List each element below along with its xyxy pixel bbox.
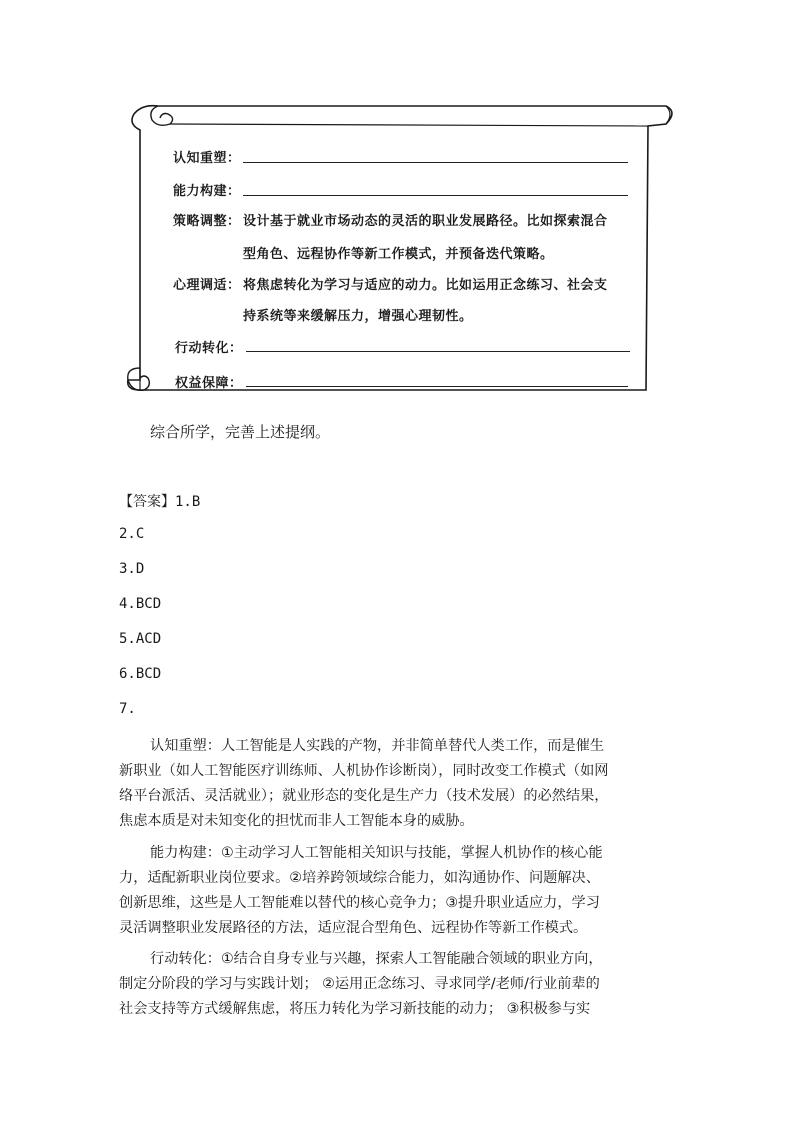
scroll-row-psychology: [173, 274, 241, 293]
scroll-row-label: 策略调整：: [173, 214, 241, 229]
answer-paragraph-line: 络平台派活、灵活就业）；就业形态的变化是生产力（技术发展）的必然结果，: [119, 788, 609, 804]
answer-paragraph-line: 焦虑本质是对未知变化的担忧而非人工智能本身的威胁。: [119, 813, 474, 829]
scroll-row-ability: [173, 180, 241, 199]
scroll-row-label: 能力构建：: [173, 184, 241, 199]
answer-item: 1.B: [175, 494, 201, 510]
fill-in-blank-line: [246, 386, 628, 387]
answer-paragraph-line: 制定分阶段的学习与实践计划； ②运用正念练习、寻求同学/老师/行业前辈的: [119, 976, 600, 992]
scroll-row-label: 行动转化：: [175, 341, 243, 356]
scroll-row-strategy: [173, 210, 241, 229]
scroll-row-rights: [175, 372, 243, 391]
fill-in-blank-line: [246, 351, 630, 352]
scroll-row-label: 心理调适：: [173, 278, 241, 293]
answer-paragraph-line: 新职业（如人工智能医疗训练师、人机协作诊断岗），同时改变工作模式（如网: [119, 763, 609, 779]
instruction-text: 综合所学，完善上述提纲。: [150, 423, 331, 441]
scroll-row-cognition: [173, 147, 241, 166]
scroll-row-text: 设计基于就业市场动态的灵活的职业发展路径。比如探索混合: [243, 214, 608, 229]
answer-item: 6.BCD: [119, 666, 162, 682]
answer-paragraph-line: 能力构建：①主动学习人工智能相关知识与技能，掌握人机协作的核心能: [150, 845, 603, 861]
scroll-row-text: 持系统等来缓解压力，增强心理韧性。: [243, 309, 473, 324]
scroll-row-label: 认知重塑：: [173, 151, 241, 166]
scroll-row-label: 权益保障：: [175, 376, 243, 391]
answer-heading: [119, 491, 200, 511]
answer-paragraph-line: 力，适配新职业岗位要求。②培养跨领域综合能力，如沟通协作、问题解决、: [119, 870, 600, 886]
answer-item: 2.C: [119, 526, 145, 542]
answer-paragraph-line: 灵活调整职业发展路径的方法，适应混合型角色、远程协作等新工作模式。: [119, 920, 588, 936]
answer-paragraph-line: 认知重塑：人工智能是人实践的产物，并非简单替代人类工作，而是催生: [150, 738, 605, 754]
scroll-row-text: 将焦虑转化为学习与适应的动力。比如运用正念练习、社会支: [243, 278, 608, 293]
answer-heading-label: 【答案】: [119, 494, 175, 510]
scroll-row-action: [175, 337, 243, 356]
answer-item: 3.D: [119, 561, 145, 577]
answer-paragraph-line: 社会支持等方式缓解焦虑，将压力转化为学习新技能的动力； ③积极参与实: [119, 1001, 591, 1017]
answer-item: 7.: [119, 701, 136, 717]
outline-scroll: [118, 100, 678, 400]
answer-paragraph-line: 行动转化：①结合自身专业与兴趣，探索人工智能融合领域的职业方向，: [150, 951, 603, 967]
answer-paragraph-line: 创新思维，这些是人工智能难以替代的核心竞争力；③提升职业适应力，学习: [119, 895, 600, 911]
fill-in-blank-line: [243, 195, 628, 196]
answer-item: 4.BCD: [119, 596, 162, 612]
answer-item: 5.ACD: [119, 631, 162, 647]
fill-in-blank-line: [243, 162, 628, 163]
scroll-row-text: 型角色、远程协作等新工作模式，并预备迭代策略。: [243, 247, 554, 262]
